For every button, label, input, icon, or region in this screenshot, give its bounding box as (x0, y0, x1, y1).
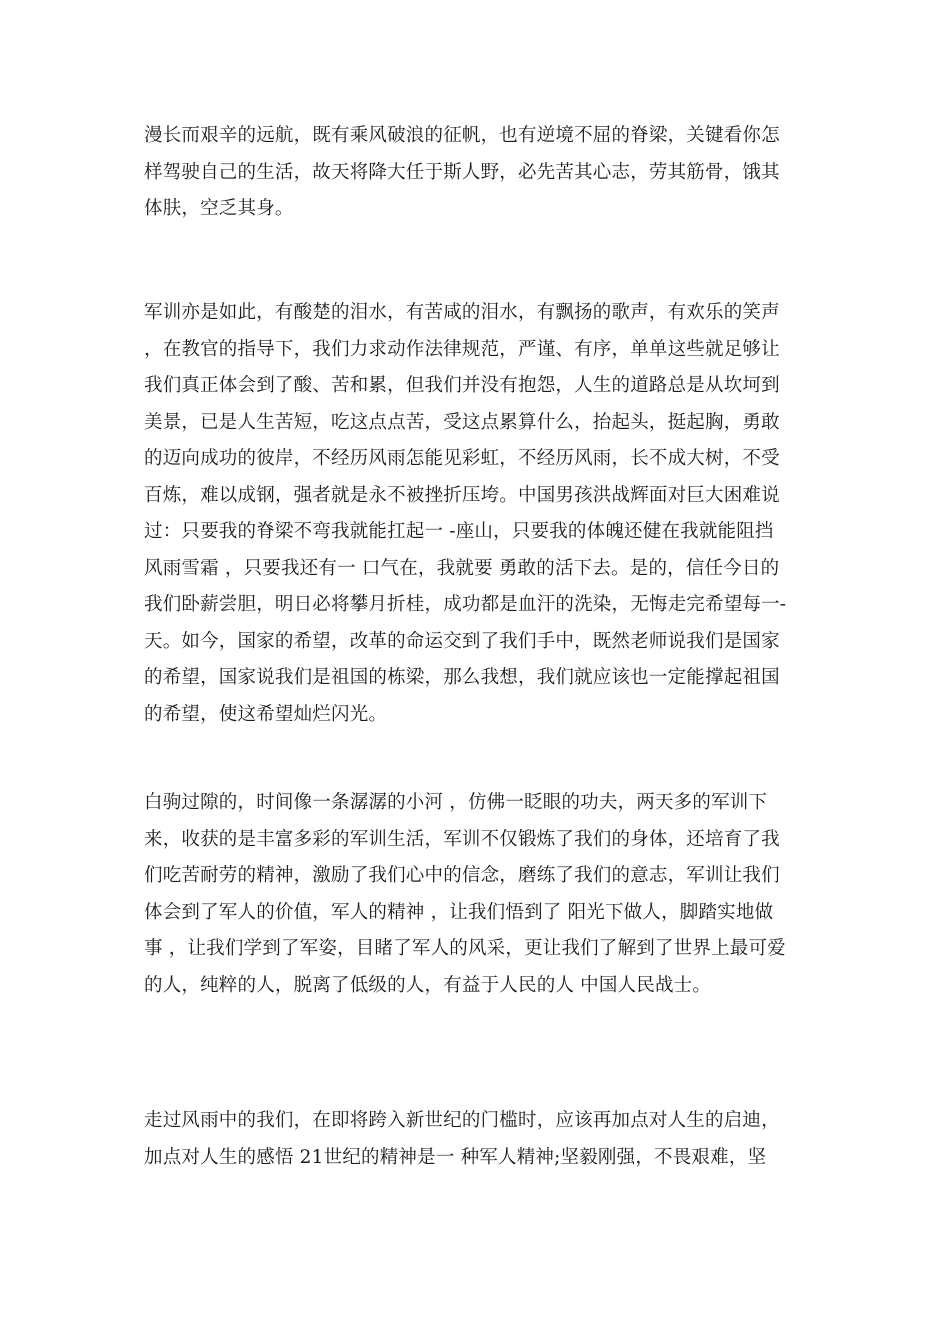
text-line: 体肤，空乏其身。 (144, 198, 294, 219)
text-line: 来，收获的是丰富多彩的军训生活，军训不仅锻炼了我们的身体，还培育了我 (144, 828, 780, 850)
text-line: 百炼，难以成钢，强者就是永不被挫折压垮。中国男孩洪战辉面对巨大困难说 (144, 484, 780, 506)
text-line: 加点对人生的感悟 21世纪的精神是一 种军人精神;坚毅刚强，不畏艰难，坚 (144, 1146, 767, 1168)
text-line: 的希望，国家说我们是祖国的栋梁，那么我想，我们就应该也一定能撑起祖国 (144, 667, 780, 688)
paragraph-military-training (144, 295, 844, 733)
text-line: 的迈向成功的彼岸，不经历风雨怎能见彩虹，不经历风雨，长不成大树，不受 (144, 448, 780, 469)
text-line: 天。如今，国家的希望，改革的命运交到了我们手中，既然老师说我们是国家 (144, 630, 780, 652)
text-line: 我们卧薪尝胆，明日必将攀月折桂，成功都是血汗的洗染，无悔走完希望每一- (144, 594, 787, 615)
text-line: 体会到了军人的价值，军人的精神 ，让我们悟到了 阳光下做人，脚踏实地做 (144, 901, 774, 923)
paragraph-time-passes (144, 785, 844, 1004)
text-line: 样驾驶自己的生活，故天将降大任于斯人野，必先苦其心志，劳其筋骨，饿其 (144, 161, 780, 183)
text-line: 风雨雪霜 ，只要我还有一 口气在，我就要 勇敢的活下去。是的，信任今日的 (144, 557, 780, 579)
text-line: 军训亦是如此，有酸楚的泪水，有苦咸的泪水，有飘扬的歌声，有欢乐的笑声 (144, 302, 780, 323)
text-line: 白驹过隙的，时间像一条潺潺的小河 ，仿佛一眨眼的功夫，两天多的军训下 (144, 792, 768, 813)
text-line: 走过风雨中的我们，在即将跨入新世纪的门槛时，应该再加点对人生的启迪， (144, 1110, 780, 1131)
text-line: 过：只要我的脊梁不弯我就能扛起一 -座山，只要我的体魄还健在我就能阻挡 (144, 521, 774, 542)
text-line: 的人，纯粹的人，脱离了低级的人，有益于人民的人 中国人民战士。 (144, 974, 712, 996)
paragraph-new-century (144, 1103, 844, 1176)
text-line: 美景，已是人生苦短，吃这点点苦，受这点累算什么，抬起头，挺起胸，勇敢 (144, 411, 780, 433)
text-line: 漫长而艰辛的远航，既有乘风破浪的征帆，也有逆境不屈的脊梁，关键看你怎 (144, 125, 780, 146)
text-line: 的希望，使这希望灿烂闪光。 (144, 703, 388, 725)
text-line: 们吃苦耐劳的精神，激励了我们心中的信念，磨练了我们的意志，军训让我们 (144, 865, 780, 886)
text-line: 我们真正体会到了酸、苦和累，但我们并没有抱怨，人生的道路总是从坎坷到 (144, 375, 780, 396)
paragraph-long-voyage (144, 118, 844, 228)
text-line: ，在教官的指导下，我们力求动作法律规范，严谨、有序，单单这些就足够让 (144, 338, 780, 360)
text-line: 事 ，让我们学到了军姿，目睹了军人的风采，更让我们了解到了世界上最可爱 (144, 938, 786, 959)
